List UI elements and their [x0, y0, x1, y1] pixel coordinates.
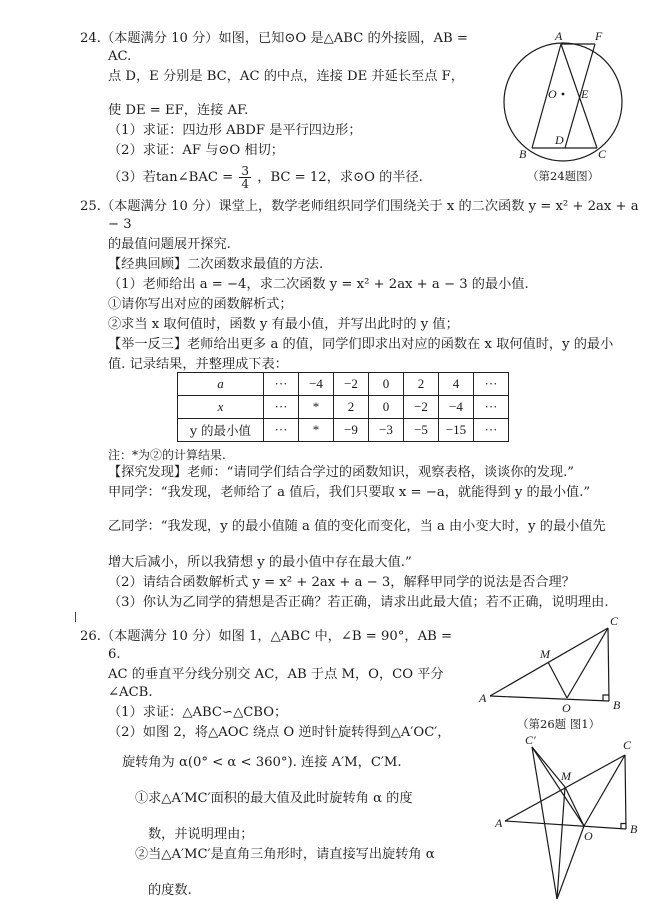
- q25-line-14: （3）你认为乙同学的猜想是否正确？若正确，请求出此最大值；若不正确，说明理由.: [108, 595, 609, 610]
- table-cell: *: [299, 396, 334, 419]
- label-m: M: [540, 647, 550, 661]
- label-b: B: [630, 822, 638, 836]
- q25-line-9: 【探究发现】老师：“请同学们结合学过的函数知识，观察表格，谈谈你的发现.”: [108, 465, 575, 480]
- table-cell: −2: [404, 396, 439, 419]
- segment-bc: [625, 755, 626, 829]
- table-cell: 4: [439, 373, 474, 396]
- table-cell: 0: [369, 373, 404, 396]
- q25-line-8: 值. 记录结果，并整理成下表：: [108, 357, 288, 372]
- q24-part-1: （1）求证：四边形 ABDF 是平行四边形；: [108, 123, 362, 138]
- label-e: E: [581, 87, 589, 101]
- q26-line-2: AC 的垂直平分线分别交 AC，AB 于点 M，O，CO 平分∠ACB.: [108, 667, 444, 700]
- q24-line-3: 使 DE = EF，连接 AF.: [108, 103, 249, 118]
- table-row-a: [178, 373, 509, 396]
- segment-c-prime-o: [532, 747, 584, 826]
- table-head: y 的最小值: [178, 419, 264, 442]
- table-cell: ···: [264, 373, 299, 396]
- table-cell: −15: [439, 419, 474, 442]
- q25-line-13: （2）请结合函数解析式 y = x² + 2ax + a − 3，解释甲同学的说法是否合理？: [108, 575, 575, 590]
- figure-24-caption: （第24题图）: [527, 169, 600, 183]
- segment-ab: [490, 696, 609, 701]
- label-m: M: [561, 769, 571, 783]
- q24-line-1: 24.（本题满分 10 分）如图，已知⊙O 是△ABC 的外接圆，AB = AC.: [80, 31, 468, 64]
- q26-line-8: ②当△A′MC′是直角三角形时，请直接写出旋转角 α: [135, 847, 435, 862]
- table-cell: ···: [474, 396, 509, 419]
- table-cell: 2: [404, 373, 439, 396]
- table-cell: −3: [369, 419, 404, 442]
- segment-bc: [608, 628, 609, 701]
- q25-line-7: 【举一反三】老师给出更多 a 的值，同学们即求出对应的函数在 x 取何值时，y 的最小: [108, 337, 614, 352]
- q24-part-3: [108, 162, 423, 194]
- q25-line-1: 25.（本题满分 10 分）课堂上，数学老师组织同学们围绕关于 x 的二次函数 y = x² + 2ax + a − 3: [80, 199, 639, 232]
- q25-line-12: 增大后减小，所以我猜想 y 的最小值中存在最大值.”: [108, 555, 412, 570]
- fraction-denominator: 4: [241, 177, 250, 191]
- table-cell: −4: [299, 373, 334, 396]
- table-note: 注：*为②的计算结果.: [108, 448, 226, 462]
- fraction-numerator: 3: [241, 164, 250, 178]
- label-b: B: [613, 698, 621, 712]
- table-cell: *: [299, 419, 334, 442]
- q24-part-3-b: ，BC = 12，求⊙O 的半径.: [257, 170, 423, 185]
- figure-26-2: [465, 735, 665, 910]
- table-cell: −5: [404, 419, 439, 442]
- table-cell: 2: [334, 396, 369, 419]
- q26-line-7: 数，并说明理由；: [148, 827, 254, 842]
- label-a: A: [495, 816, 503, 830]
- table-cell: ···: [264, 396, 299, 419]
- label-c: C: [598, 147, 607, 161]
- label-b: B: [519, 147, 527, 161]
- figure-26-1-caption: （第26题 图1）: [517, 717, 601, 731]
- segment-ac: [561, 44, 597, 148]
- label-d: D: [555, 133, 564, 147]
- label-o: O: [584, 829, 593, 843]
- margin-mark: [75, 612, 76, 622]
- q26-line-9: 的度数.: [148, 883, 192, 898]
- q24-part-2: （2）求证：AF 与⊙O 相切；: [108, 143, 284, 158]
- table-cell: −9: [334, 419, 369, 442]
- table-row-y-min: [178, 419, 509, 442]
- q24-part-3-a: （3）若tan∠BAC =: [108, 170, 234, 185]
- q25-line-3: 【经典回顾】二次函数求最值的方法.: [108, 257, 324, 272]
- q25-line-6: ②求当 x 取何值时，函数 y 有最小值，并写出此时的 y 值；: [108, 317, 459, 332]
- label-a: A: [479, 691, 487, 705]
- q25-line-4: （1）老师给出 a = −4，求二次函数 y = x² + 2ax + a − 3 的最小值.: [108, 277, 529, 292]
- label-a: A: [555, 29, 563, 43]
- table-row-x: [178, 396, 509, 419]
- label-c: C: [610, 614, 619, 628]
- right-angle-mark: [621, 824, 626, 829]
- table-cell: 0: [369, 396, 404, 419]
- label-o: O: [562, 701, 571, 715]
- q26-line-1: 26.（本题满分 10 分）如图 1，△ABC 中，∠B = 90°，AB = 6.: [80, 629, 453, 662]
- label-o: O: [548, 87, 557, 101]
- q26-line-4: （2）如图 2，将△AOC 绕点 O 逆时针旋转得到△A′OC′，: [108, 725, 451, 740]
- table-cell: −4: [439, 396, 474, 419]
- q26-line-3: （1）求证：△ABC∽△CBO；: [108, 705, 288, 720]
- table-head: a: [178, 373, 264, 396]
- right-angle-mark: [603, 695, 609, 701]
- table-cell: −2: [334, 373, 369, 396]
- q25-line-2: 的最值问题展开探究.: [108, 237, 231, 252]
- q26-line-6: ①求△A′MC′面积的最大值及此时旋转角 α 的度: [135, 791, 413, 806]
- q24-line-2: 点 D，E 分别是 BC，AC 的中点，连接 DE 并延长至点 F，: [108, 69, 464, 84]
- figure-26-1: [470, 612, 650, 722]
- label-c: C: [623, 738, 632, 752]
- segment-df: [565, 44, 595, 148]
- segment-ac: [490, 628, 608, 696]
- q25-line-11: 乙同学：“我发现，y 的最小值随 a 值的变化而变化，当 a 由小变大时，y 的最小值先: [108, 519, 606, 534]
- segment-mo: [565, 787, 584, 826]
- table-head: x: [178, 396, 264, 419]
- values-table: [177, 372, 509, 442]
- fraction-3-4: [239, 165, 251, 190]
- q25-line-10: 甲同学：“我发现，老师给了 a 值后，我们只要取 x = −a，就能得到 y 的最小值.”: [108, 485, 591, 500]
- table-cell: ···: [474, 373, 509, 396]
- q25-line-5: ①请你写出对应的函数解析式；: [108, 297, 293, 312]
- table-cell: ···: [264, 419, 299, 442]
- segment-mo: [548, 662, 567, 698]
- table-cell: ···: [474, 419, 509, 442]
- label-c-prime: C′: [525, 733, 536, 747]
- center-dot: [562, 93, 565, 96]
- label-f: F: [595, 29, 603, 43]
- segment-ab: [505, 821, 626, 829]
- q26-line-5: 旋转角为 α(0° < α < 360°). 连接 A′M，C′M.: [122, 755, 402, 770]
- segment-co: [567, 628, 608, 698]
